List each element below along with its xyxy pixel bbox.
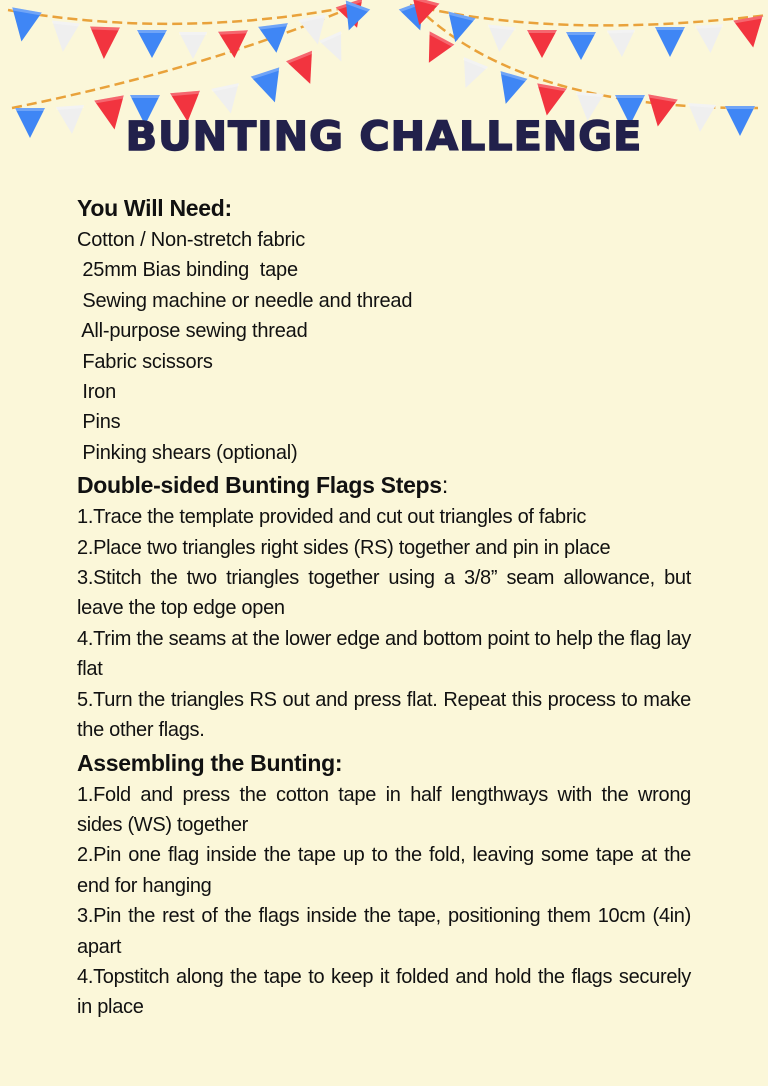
flags-steps-heading-colon: : <box>441 472 448 499</box>
flags-step: 4.Trim the seams at the lower edge and bottom point to help the flag lay flat <box>77 627 691 681</box>
blue-flag-icon <box>492 71 527 108</box>
need-item: Pinking shears (optional) <box>77 441 298 464</box>
white-flag-icon <box>453 57 488 93</box>
white-flag-icon <box>485 25 516 54</box>
assembling-step: 1.Fold and press the cotton tape in half lengthways with the wrong sides (WS) together <box>77 783 691 836</box>
flags-steps-heading-text: Double-sided Bunting Flags Steps <box>77 472 442 499</box>
blue-flag-icon <box>7 7 42 44</box>
white-flag-icon <box>179 32 207 59</box>
you-will-need-section <box>77 191 691 468</box>
flags-steps-heading <box>77 468 691 502</box>
content <box>77 191 691 1023</box>
red-flag-icon <box>532 83 567 118</box>
flags-steps-section <box>77 468 691 745</box>
flags-step: 1.Trace the template provided and cut out triangles of fabric <box>77 506 587 529</box>
blue-flag-icon <box>655 27 685 57</box>
you-will-need-heading: You Will Need: <box>77 195 232 221</box>
blue-flag-icon <box>566 32 596 60</box>
white-flag-icon <box>695 24 724 53</box>
need-item: Iron <box>77 381 117 404</box>
white-flag-icon <box>319 31 352 66</box>
assembling-step: 4.Topstitch along the tape to keep it folded and hold the flags securely in place <box>77 965 691 1019</box>
red-flag-icon <box>527 30 557 58</box>
need-item: Cotton / Non-stretch fabric <box>77 229 306 251</box>
red-flag-icon <box>733 15 768 50</box>
need-item: Pins <box>77 411 121 434</box>
assembling-heading: Assembling the Bunting: <box>77 749 343 776</box>
assembling-step: 3.Pin the rest of the flags inside the tape, positioning them 10cm (4in) apart <box>77 905 691 958</box>
blue-flag-icon <box>258 23 291 54</box>
flags-step: 5.Turn the triangles RS out and press flat. Repeat this process to make the other flags. <box>77 688 691 742</box>
white-flag-icon <box>607 30 636 58</box>
red-flag-icon <box>89 26 120 59</box>
assembling-section <box>77 746 691 1023</box>
need-item: All-purpose sewing thread <box>77 320 308 343</box>
flags-step: 2.Place two triangles right sides (RS) together and pin in place <box>77 536 611 559</box>
flags-step: 3.Stitch the two triangles together using a 3/8” seam allowance, but leave the top edge open <box>77 567 691 620</box>
white-flag-icon <box>49 21 80 54</box>
bunting-strings <box>8 5 768 108</box>
white-flag-icon <box>211 83 244 116</box>
need-item: 25mm Bias binding tape <box>77 259 298 282</box>
red-flag-icon <box>286 51 323 89</box>
red-flag-icon <box>416 31 454 69</box>
page-title: BUNTING CHALLENGE <box>125 114 643 160</box>
need-item: Fabric scissors <box>77 350 213 373</box>
blue-flag-icon <box>137 30 167 58</box>
assembling-step: 2.Pin one flag inside the tape up to the fold, leaving some tape at the end for hanging <box>77 844 691 897</box>
need-item: Sewing machine or needle and thread <box>77 289 413 312</box>
blue-flag-icon <box>251 67 289 107</box>
